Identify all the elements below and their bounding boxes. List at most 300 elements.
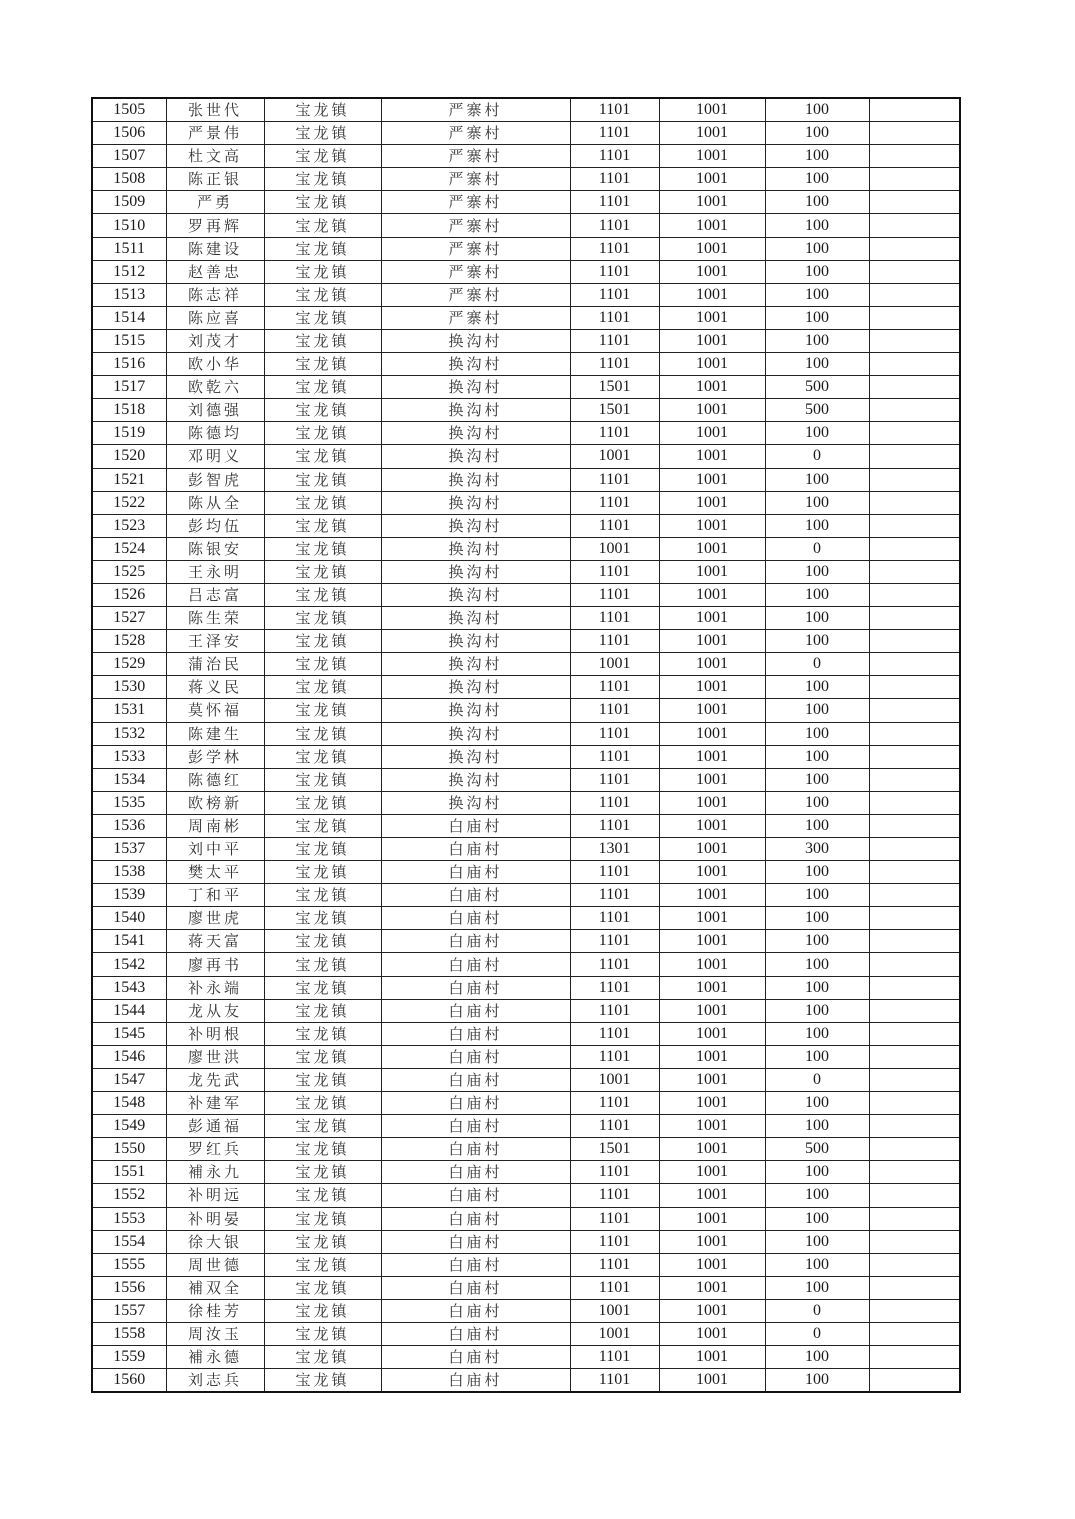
cell-town: 宝龙镇	[264, 583, 381, 606]
cell-village: 严寨村	[381, 98, 570, 122]
cell-remarks	[869, 768, 960, 791]
cell-town: 宝龙镇	[264, 399, 381, 422]
cell-name: 吕志富	[166, 583, 264, 606]
table-row	[92, 999, 960, 1022]
cell-no: 1559	[92, 1346, 166, 1369]
cell-no: 1548	[92, 1092, 166, 1115]
cell-code-a: 1101	[570, 699, 659, 722]
cell-remarks	[869, 999, 960, 1022]
cell-code-a: 1101	[570, 676, 659, 699]
cell-amount: 500	[765, 1138, 869, 1161]
cell-amount: 100	[765, 791, 869, 814]
cell-code-b: 1001	[659, 445, 765, 468]
cell-town: 宝龙镇	[264, 353, 381, 376]
cell-no: 1528	[92, 630, 166, 653]
cell-amount: 100	[765, 98, 869, 122]
cell-code-a: 1001	[570, 537, 659, 560]
cell-amount: 100	[765, 953, 869, 976]
cell-code-b: 1001	[659, 491, 765, 514]
cell-code-a: 1101	[570, 1115, 659, 1138]
cell-town: 宝龙镇	[264, 953, 381, 976]
cell-village: 白庙村	[381, 1276, 570, 1299]
cell-village: 换沟村	[381, 653, 570, 676]
cell-code-a: 1101	[570, 1369, 659, 1393]
cell-no: 1514	[92, 306, 166, 329]
cell-village: 换沟村	[381, 329, 570, 352]
cell-remarks	[869, 514, 960, 537]
cell-town: 宝龙镇	[264, 306, 381, 329]
cell-name: 陈建设	[166, 237, 264, 260]
cell-code-a: 1101	[570, 1092, 659, 1115]
cell-code-a: 1501	[570, 376, 659, 399]
cell-name: 補永九	[166, 1161, 264, 1184]
cell-code-a: 1101	[570, 583, 659, 606]
table-row	[92, 214, 960, 237]
cell-name: 補双全	[166, 1276, 264, 1299]
cell-village: 白庙村	[381, 953, 570, 976]
cell-name: 蒋天富	[166, 930, 264, 953]
cell-no: 1553	[92, 1207, 166, 1230]
cell-remarks	[869, 468, 960, 491]
cell-no: 1558	[92, 1322, 166, 1345]
table-row	[92, 630, 960, 653]
cell-village: 换沟村	[381, 468, 570, 491]
cell-code-b: 1001	[659, 237, 765, 260]
cell-remarks	[869, 630, 960, 653]
cell-remarks	[869, 399, 960, 422]
cell-code-a: 1101	[570, 353, 659, 376]
cell-no: 1512	[92, 260, 166, 283]
cell-no: 1508	[92, 168, 166, 191]
table-row	[92, 907, 960, 930]
cell-remarks	[869, 1022, 960, 1045]
cell-village: 白庙村	[381, 976, 570, 999]
cell-town: 宝龙镇	[264, 422, 381, 445]
cell-remarks	[869, 791, 960, 814]
cell-village: 白庙村	[381, 1161, 570, 1184]
table-row	[92, 122, 960, 145]
cell-no: 1560	[92, 1369, 166, 1393]
cell-village: 白庙村	[381, 861, 570, 884]
table-row	[92, 861, 960, 884]
cell-village: 换沟村	[381, 676, 570, 699]
cell-amount: 100	[765, 422, 869, 445]
table-row	[92, 768, 960, 791]
cell-amount: 100	[765, 699, 869, 722]
cell-no: 1513	[92, 283, 166, 306]
cell-town: 宝龙镇	[264, 768, 381, 791]
cell-code-a: 1101	[570, 953, 659, 976]
cell-name: 陈从全	[166, 491, 264, 514]
cell-code-a: 1101	[570, 607, 659, 630]
cell-code-a: 1101	[570, 1276, 659, 1299]
cell-town: 宝龙镇	[264, 1068, 381, 1091]
cell-remarks	[869, 1161, 960, 1184]
cell-name: 徐大银	[166, 1230, 264, 1253]
cell-code-a: 1001	[570, 653, 659, 676]
cell-village: 换沟村	[381, 514, 570, 537]
cell-name: 欧榜新	[166, 791, 264, 814]
cell-amount: 100	[765, 1115, 869, 1138]
cell-amount: 100	[765, 884, 869, 907]
cell-amount: 100	[765, 607, 869, 630]
cell-code-b: 1001	[659, 653, 765, 676]
table-row	[92, 1068, 960, 1091]
cell-amount: 500	[765, 376, 869, 399]
cell-village: 换沟村	[381, 630, 570, 653]
cell-no: 1535	[92, 791, 166, 814]
cell-code-a: 1101	[570, 560, 659, 583]
cell-remarks	[869, 1369, 960, 1393]
cell-town: 宝龙镇	[264, 1369, 381, 1393]
data-table	[91, 97, 961, 1393]
cell-no: 1517	[92, 376, 166, 399]
cell-town: 宝龙镇	[264, 491, 381, 514]
cell-village: 换沟村	[381, 583, 570, 606]
cell-remarks	[869, 214, 960, 237]
cell-name: 陈应喜	[166, 306, 264, 329]
cell-code-b: 1001	[659, 1369, 765, 1393]
cell-village: 严寨村	[381, 283, 570, 306]
cell-code-a: 1101	[570, 1207, 659, 1230]
cell-town: 宝龙镇	[264, 607, 381, 630]
cell-village: 白庙村	[381, 884, 570, 907]
cell-remarks	[869, 283, 960, 306]
cell-name: 陈正银	[166, 168, 264, 191]
cell-code-a: 1001	[570, 1299, 659, 1322]
cell-code-a: 1101	[570, 999, 659, 1022]
cell-name: 补明晏	[166, 1207, 264, 1230]
cell-town: 宝龙镇	[264, 168, 381, 191]
cell-amount: 100	[765, 514, 869, 537]
cell-town: 宝龙镇	[264, 214, 381, 237]
cell-code-a: 1101	[570, 237, 659, 260]
cell-village: 换沟村	[381, 791, 570, 814]
cell-village: 换沟村	[381, 768, 570, 791]
cell-name: 欧乾六	[166, 376, 264, 399]
cell-town: 宝龙镇	[264, 976, 381, 999]
table-row	[92, 329, 960, 352]
cell-name: 邓明义	[166, 445, 264, 468]
table-row	[92, 491, 960, 514]
cell-remarks	[869, 1138, 960, 1161]
cell-no: 1524	[92, 537, 166, 560]
cell-village: 白庙村	[381, 814, 570, 837]
cell-code-b: 1001	[659, 1230, 765, 1253]
cell-village: 换沟村	[381, 699, 570, 722]
cell-remarks	[869, 168, 960, 191]
table-row	[92, 1115, 960, 1138]
cell-name: 补永端	[166, 976, 264, 999]
cell-village: 严寨村	[381, 260, 570, 283]
cell-name: 彭学林	[166, 745, 264, 768]
cell-code-a: 1001	[570, 1068, 659, 1091]
cell-no: 1557	[92, 1299, 166, 1322]
cell-remarks	[869, 1299, 960, 1322]
cell-remarks	[869, 838, 960, 861]
cell-town: 宝龙镇	[264, 1184, 381, 1207]
cell-no: 1516	[92, 353, 166, 376]
cell-code-b: 1001	[659, 214, 765, 237]
cell-code-b: 1001	[659, 999, 765, 1022]
cell-remarks	[869, 676, 960, 699]
cell-no: 1529	[92, 653, 166, 676]
cell-no: 1538	[92, 861, 166, 884]
table-row	[92, 514, 960, 537]
cell-village: 换沟村	[381, 722, 570, 745]
cell-amount: 100	[765, 191, 869, 214]
cell-village: 换沟村	[381, 607, 570, 630]
cell-amount: 100	[765, 1346, 869, 1369]
cell-code-a: 1101	[570, 306, 659, 329]
cell-code-b: 1001	[659, 329, 765, 352]
cell-no: 1539	[92, 884, 166, 907]
table-row	[92, 445, 960, 468]
cell-no: 1549	[92, 1115, 166, 1138]
cell-remarks	[869, 1253, 960, 1276]
cell-village: 白庙村	[381, 1045, 570, 1068]
cell-code-b: 1001	[659, 884, 765, 907]
table-row	[92, 283, 960, 306]
cell-no: 1543	[92, 976, 166, 999]
cell-village: 白庙村	[381, 1322, 570, 1345]
cell-name: 罗红兵	[166, 1138, 264, 1161]
cell-remarks	[869, 237, 960, 260]
cell-code-a: 1101	[570, 976, 659, 999]
cell-name: 彭均伍	[166, 514, 264, 537]
cell-town: 宝龙镇	[264, 1092, 381, 1115]
cell-village: 白庙村	[381, 1115, 570, 1138]
cell-village: 换沟村	[381, 537, 570, 560]
cell-code-b: 1001	[659, 722, 765, 745]
cell-name: 欧小华	[166, 353, 264, 376]
cell-remarks	[869, 1068, 960, 1091]
cell-no: 1555	[92, 1253, 166, 1276]
cell-amount: 100	[765, 1276, 869, 1299]
cell-code-b: 1001	[659, 1322, 765, 1345]
cell-code-b: 1001	[659, 1115, 765, 1138]
cell-town: 宝龙镇	[264, 930, 381, 953]
cell-village: 换沟村	[381, 353, 570, 376]
cell-code-b: 1001	[659, 168, 765, 191]
cell-code-b: 1001	[659, 376, 765, 399]
table-row	[92, 583, 960, 606]
cell-village: 白庙村	[381, 1092, 570, 1115]
cell-code-a: 1101	[570, 145, 659, 168]
cell-no: 1545	[92, 1022, 166, 1045]
cell-town: 宝龙镇	[264, 1322, 381, 1345]
cell-code-b: 1001	[659, 537, 765, 560]
cell-code-b: 1001	[659, 676, 765, 699]
cell-town: 宝龙镇	[264, 630, 381, 653]
cell-name: 廖世洪	[166, 1045, 264, 1068]
cell-code-a: 1101	[570, 168, 659, 191]
cell-code-b: 1001	[659, 930, 765, 953]
cell-name: 补建军	[166, 1092, 264, 1115]
cell-remarks	[869, 745, 960, 768]
cell-code-a: 1101	[570, 122, 659, 145]
cell-code-b: 1001	[659, 583, 765, 606]
cell-town: 宝龙镇	[264, 907, 381, 930]
cell-name: 杜文高	[166, 145, 264, 168]
cell-code-a: 1101	[570, 861, 659, 884]
cell-remarks	[869, 583, 960, 606]
cell-code-b: 1001	[659, 1022, 765, 1045]
cell-no: 1544	[92, 999, 166, 1022]
table-row	[92, 1346, 960, 1369]
cell-name: 刘茂才	[166, 329, 264, 352]
cell-code-a: 1101	[570, 1346, 659, 1369]
cell-amount: 100	[765, 583, 869, 606]
cell-village: 白庙村	[381, 1207, 570, 1230]
cell-amount: 100	[765, 1253, 869, 1276]
cell-town: 宝龙镇	[264, 699, 381, 722]
cell-town: 宝龙镇	[264, 98, 381, 122]
cell-town: 宝龙镇	[264, 191, 381, 214]
cell-no: 1522	[92, 491, 166, 514]
cell-code-b: 1001	[659, 976, 765, 999]
cell-code-b: 1001	[659, 1207, 765, 1230]
cell-village: 白庙村	[381, 1138, 570, 1161]
cell-name: 陈志祥	[166, 283, 264, 306]
table-row	[92, 306, 960, 329]
cell-code-b: 1001	[659, 791, 765, 814]
cell-town: 宝龙镇	[264, 791, 381, 814]
cell-town: 宝龙镇	[264, 445, 381, 468]
cell-town: 宝龙镇	[264, 1276, 381, 1299]
cell-town: 宝龙镇	[264, 514, 381, 537]
cell-amount: 100	[765, 214, 869, 237]
cell-no: 1546	[92, 1045, 166, 1068]
cell-name: 补明远	[166, 1184, 264, 1207]
cell-name: 陈银安	[166, 537, 264, 560]
cell-name: 樊太平	[166, 861, 264, 884]
cell-name: 龙从友	[166, 999, 264, 1022]
cell-name: 彭通福	[166, 1115, 264, 1138]
cell-town: 宝龙镇	[264, 1161, 381, 1184]
table-row	[92, 237, 960, 260]
table-row	[92, 676, 960, 699]
cell-town: 宝龙镇	[264, 1045, 381, 1068]
table-row	[92, 145, 960, 168]
cell-code-a: 1101	[570, 745, 659, 768]
cell-town: 宝龙镇	[264, 329, 381, 352]
cell-town: 宝龙镇	[264, 283, 381, 306]
cell-town: 宝龙镇	[264, 1299, 381, 1322]
cell-code-b: 1001	[659, 630, 765, 653]
cell-village: 严寨村	[381, 214, 570, 237]
cell-amount: 100	[765, 145, 869, 168]
cell-village: 白庙村	[381, 1230, 570, 1253]
cell-town: 宝龙镇	[264, 745, 381, 768]
cell-code-b: 1001	[659, 306, 765, 329]
cell-village: 白庙村	[381, 1068, 570, 1091]
cell-town: 宝龙镇	[264, 861, 381, 884]
cell-village: 白庙村	[381, 1346, 570, 1369]
cell-remarks	[869, 1092, 960, 1115]
cell-no: 1525	[92, 560, 166, 583]
cell-amount: 0	[765, 445, 869, 468]
cell-amount: 100	[765, 814, 869, 837]
table-row	[92, 1253, 960, 1276]
cell-town: 宝龙镇	[264, 260, 381, 283]
cell-name: 陈建生	[166, 722, 264, 745]
cell-village: 严寨村	[381, 145, 570, 168]
cell-amount: 100	[765, 722, 869, 745]
cell-remarks	[869, 329, 960, 352]
cell-amount: 100	[765, 1022, 869, 1045]
cell-village: 白庙村	[381, 838, 570, 861]
cell-town: 宝龙镇	[264, 537, 381, 560]
cell-no: 1505	[92, 98, 166, 122]
cell-amount: 100	[765, 1184, 869, 1207]
cell-no: 1533	[92, 745, 166, 768]
table-row	[92, 260, 960, 283]
cell-code-b: 1001	[659, 814, 765, 837]
cell-town: 宝龙镇	[264, 560, 381, 583]
cell-code-a: 1101	[570, 791, 659, 814]
cell-remarks	[869, 422, 960, 445]
cell-code-b: 1001	[659, 399, 765, 422]
table-row	[92, 976, 960, 999]
cell-amount: 100	[765, 468, 869, 491]
cell-amount: 0	[765, 1299, 869, 1322]
table-row	[92, 168, 960, 191]
cell-code-a: 1101	[570, 1253, 659, 1276]
cell-code-b: 1001	[659, 1138, 765, 1161]
cell-code-b: 1001	[659, 1253, 765, 1276]
cell-code-a: 1101	[570, 768, 659, 791]
cell-name: 周南彬	[166, 814, 264, 837]
cell-village: 严寨村	[381, 168, 570, 191]
table-row	[92, 953, 960, 976]
cell-no: 1509	[92, 191, 166, 214]
cell-no: 1552	[92, 1184, 166, 1207]
cell-name: 陈生荣	[166, 607, 264, 630]
cell-town: 宝龙镇	[264, 1115, 381, 1138]
cell-code-b: 1001	[659, 907, 765, 930]
cell-code-a: 1001	[570, 445, 659, 468]
cell-village: 严寨村	[381, 191, 570, 214]
cell-name: 王泽安	[166, 630, 264, 653]
cell-amount: 100	[765, 122, 869, 145]
table-row	[92, 884, 960, 907]
cell-code-b: 1001	[659, 283, 765, 306]
cell-town: 宝龙镇	[264, 1207, 381, 1230]
cell-name: 丁和平	[166, 884, 264, 907]
table-row	[92, 1230, 960, 1253]
cell-code-a: 1101	[570, 260, 659, 283]
cell-name: 刘德强	[166, 399, 264, 422]
cell-amount: 100	[765, 237, 869, 260]
table-row	[92, 745, 960, 768]
cell-no: 1519	[92, 422, 166, 445]
cell-amount: 100	[765, 745, 869, 768]
cell-amount: 100	[765, 1045, 869, 1068]
cell-code-b: 1001	[659, 1346, 765, 1369]
cell-no: 1547	[92, 1068, 166, 1091]
cell-amount: 100	[765, 283, 869, 306]
cell-amount: 100	[765, 353, 869, 376]
cell-code-a: 1501	[570, 399, 659, 422]
cell-remarks	[869, 1322, 960, 1345]
table-row	[92, 422, 960, 445]
cell-code-a: 1101	[570, 814, 659, 837]
table-row	[92, 1184, 960, 1207]
cell-code-b: 1001	[659, 1161, 765, 1184]
cell-name: 陈德均	[166, 422, 264, 445]
cell-no: 1527	[92, 607, 166, 630]
